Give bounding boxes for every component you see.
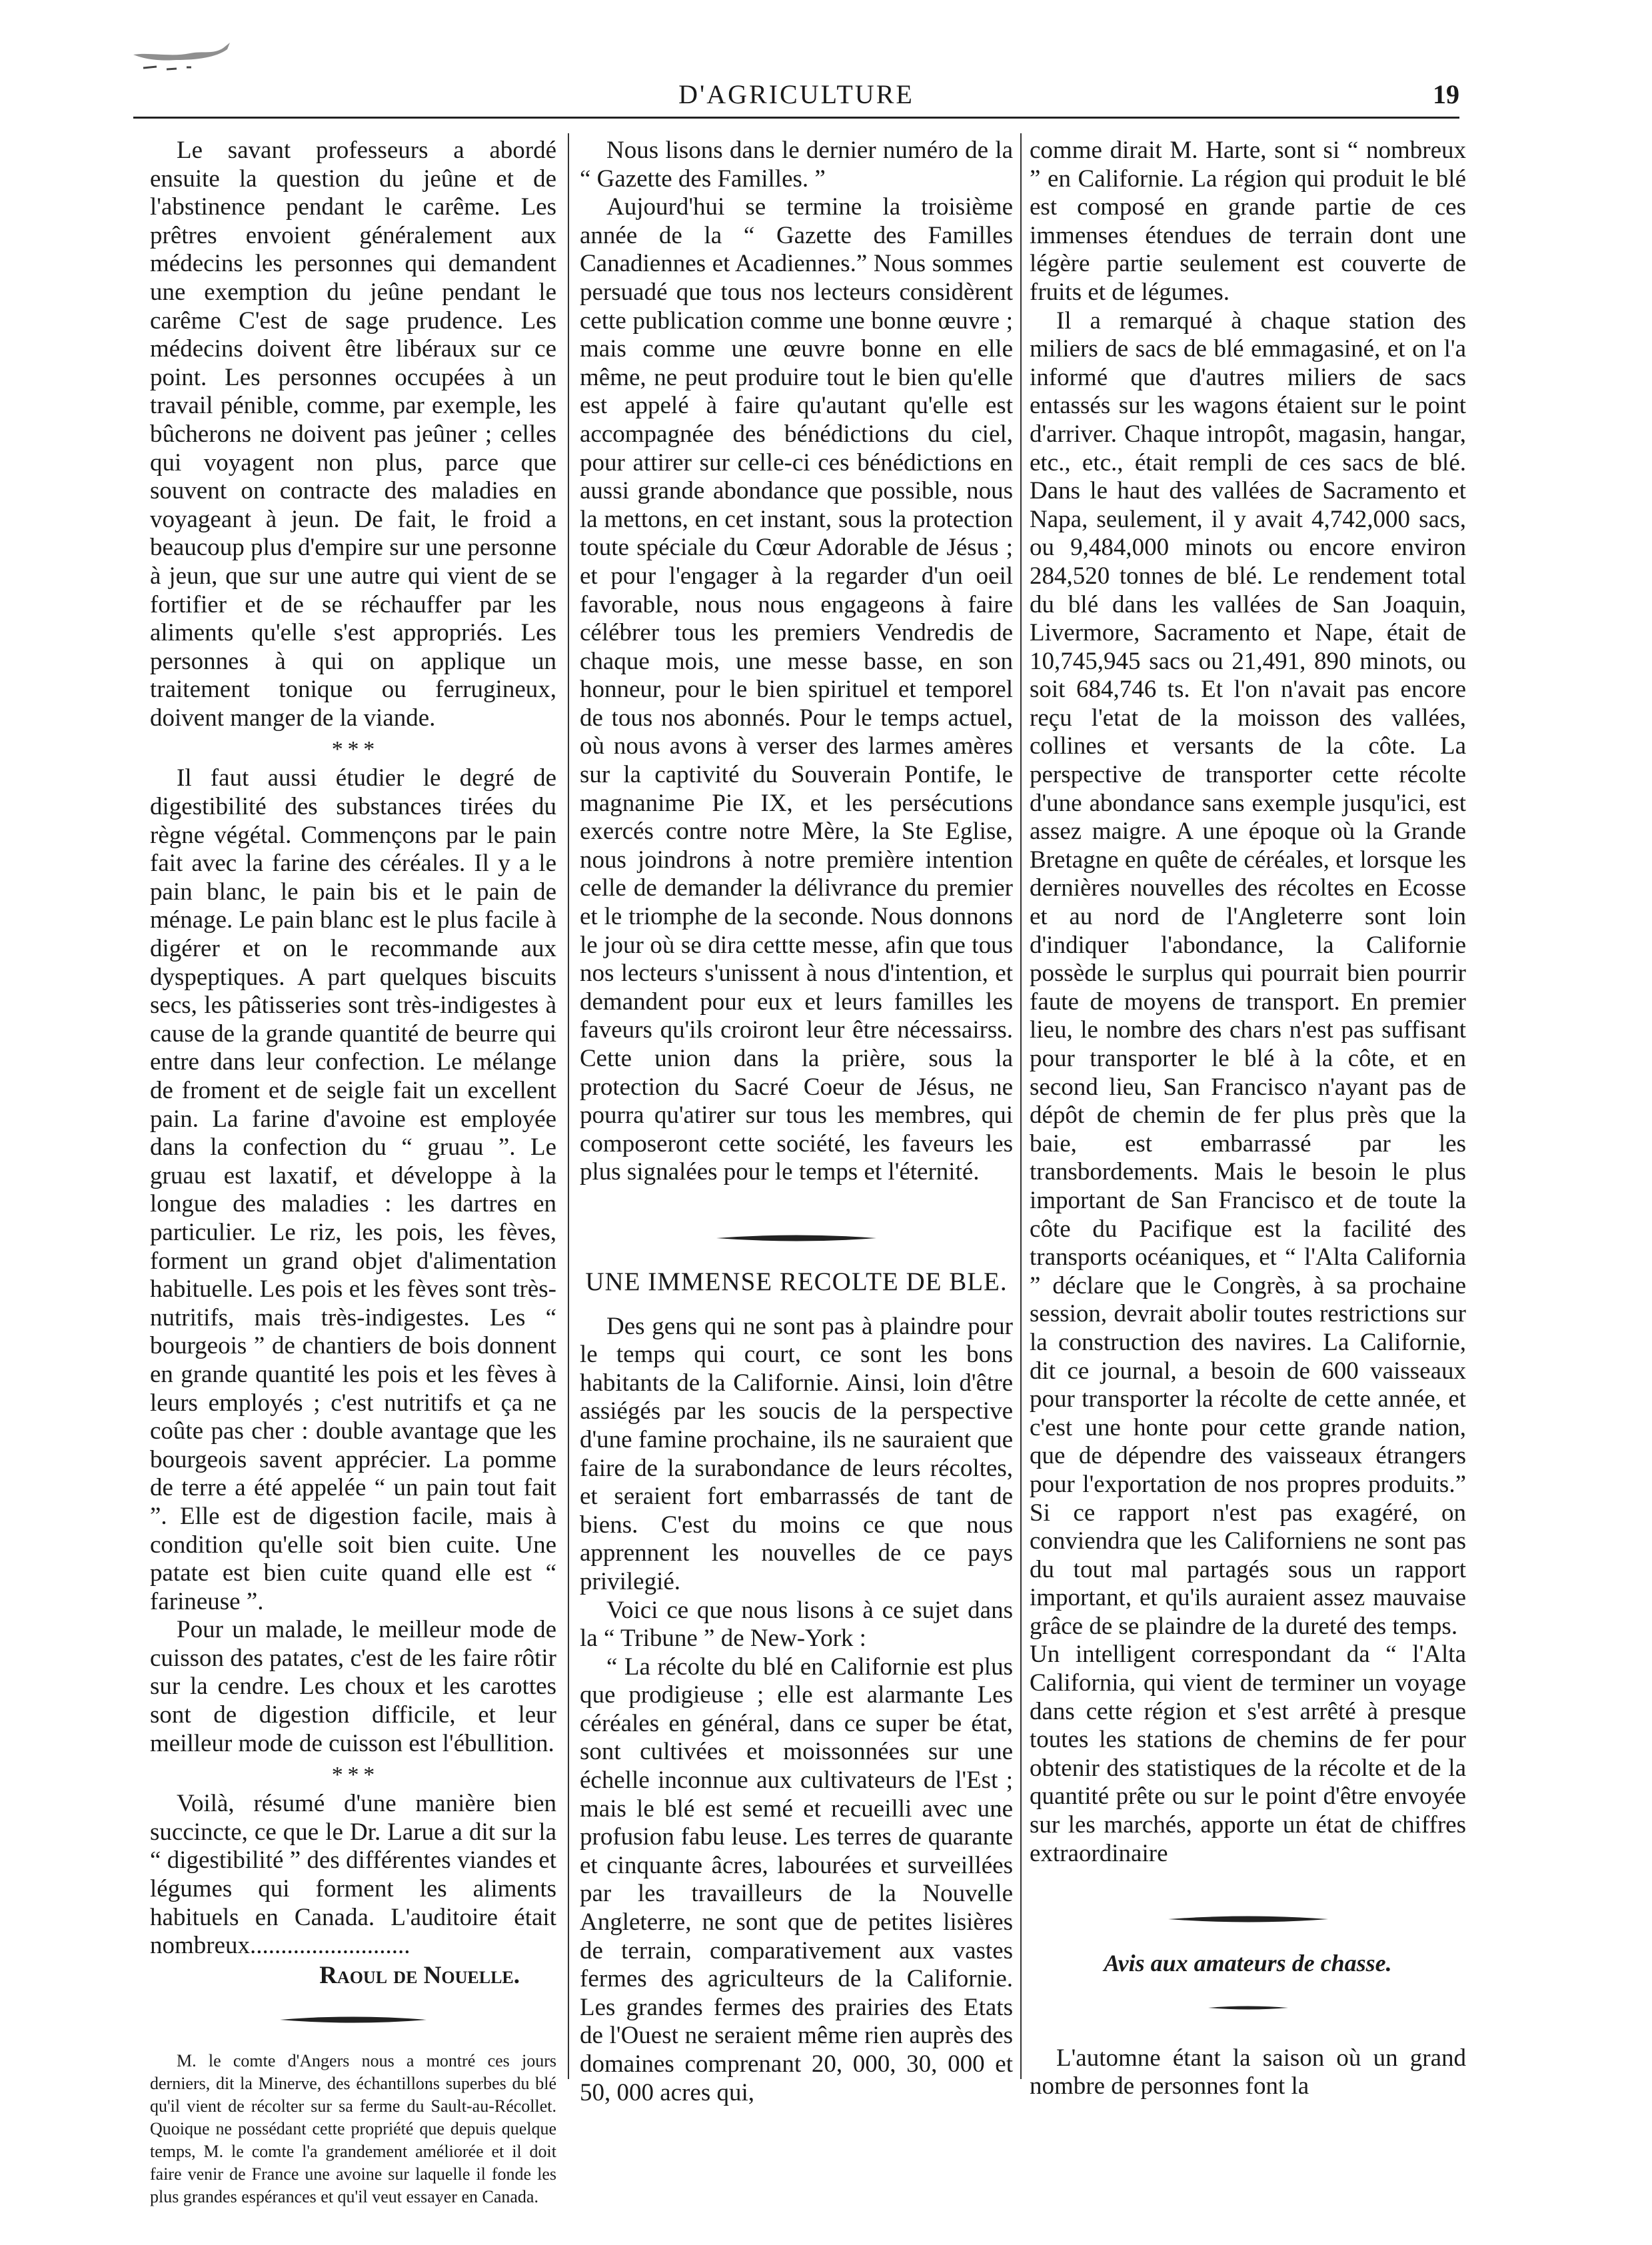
- article-paragraph: Le savant professeurs a abordé ensuite la question du jeûne et de l'abstinence pendant le carême. Les prêtres envoient généralement aux médecins les personnes qui demandent une exemption du jeûne pendant le carême C'est de sage prudence. Les médecins doivent être libéraux sur ce point. Les personnes occupées à un travail pénible, comme, par exemple, les bûcherons ne doivent pas jeûner ; celles qui voyagent non plus, parce que souvent on contracte des maladies en voyageant à jeun. De fait, le froid a beaucoup plus d'empire sur une personne à jeun, que sur une autre qui vient de se fortifier et de se réchauffer par les aliments qu'elle s'est appropriés. Les personnes à qui on applique un traitement tonique ou ferrugineux, doivent manger de la viande.: [150, 137, 556, 732]
- running-title: D'AGRICULTURE: [678, 79, 914, 109]
- ink-smudge-mark: [130, 40, 237, 73]
- column-divider-right: [1020, 133, 1022, 2079]
- article-paragraph: Des gens qui ne sont pas à plaindre pour le temps qui court, ce sont les bons habitants de la Californie. Ainsi, loin d'être assiégés par les soucis de la perspective d'une famine prochaine, ils ne sauraient que faire de la surabondance de leurs récoltes, et seraient fort embarrassés de tant de biens. C'est du moins ce que nous apprennent les nouvelles de ce pays privilegié.: [580, 1312, 1013, 1595]
- short-rule: [1208, 2004, 1288, 2011]
- news-brief: [150, 2050, 556, 2208]
- article-paragraph: Un intelligent correspondant da “ l'Alta California, qui vient de terminer un voyage dans cette région et s'est arrêté à presque toutes les stations de chemins de fer pour obtenir des statistiques de la récolte et de la quantité prête ou sur le point d'être envoyée sur les marchés, apporte un état de chiffres extraordinaire: [1030, 1641, 1466, 1867]
- article-paragraph: Voici ce que nous lisons à ce sujet dans la “ Tribune ” de New-York :: [580, 1596, 1013, 1653]
- column-3: [1030, 137, 1466, 2101]
- article-paragraph: Nous lisons dans le dernier numéro de la “ Gazette des Familles. ”: [580, 137, 1013, 193]
- page-header: [133, 79, 1459, 119]
- column-2: [580, 137, 1013, 2107]
- column-divider-left: [568, 133, 569, 2079]
- column-1: [150, 137, 556, 2208]
- article-heading: UNE IMMENSE RECOLTE DE BLE.: [585, 1267, 1008, 1296]
- asterism-divider: * * *: [331, 737, 375, 762]
- news-brief-text: M. le comte d'Angers nous a montré ces jours derniers, dit la Minerve, des échantillons superbes du blé qu'il vient de récolter sur sa ferme du Sault-au-Récollet. Quoique ne possédant cette propriété que depuis quelque temps, M. le comte l'a grandement améliorée et il doit faire venir de France une avoine sur laquelle il fonde les plus grandes espérances et qu'il veut essayer en Canada.: [150, 2051, 556, 2207]
- article-paragraph: L'automne étant la saison où un grand nombre de personnes font la: [1030, 2044, 1466, 2100]
- article-paragraph: comme dirait M. Harte, sont si “ nombreux ” en Californie. La région qui produit le blé est composé en grande partie de ces immenses étendues de terrain dont une légère partie seulement est couverte de fruits et de légumes.: [1030, 137, 1466, 306]
- article-paragraph: Il faut aussi étudier le degré de digestibilité des substances tirées du règne végétal. Commençons par le pain fait avec la farine des céréales. Il y a le pain blanc, le pain bis et le pain de ménage. Le pain blanc est le plus facile à digérer et on le recommande aux dyspeptiques. A part quelques biscuits secs, les pâtisseries sont très-indigestes à cause de la grande quantité de beurre qui entre dans leur confection. Le mélange de froment et de seigle fait un excellent pain. La farine d'avoine est employée dans la confection du “ gruau ”. Le gruau est laxatif, et développe à la longue des maladies : les dartres en particulier. Le riz, les pois, les fèves, forment un grand objet d'alimentation habituelle. Les pois et les fèves sont très-nutritifs, mais très-indigestes. Les “ bourgeois ” de chantiers de bois donnent en grande quantité les pois et les fèves à leurs employés ; c'est nutritifs et ça ne coûte pas cher : double avantage que les bourgeois savent apprécier. La pomme de terre a été appelée “ un pain tout fait ”. Elle est de digestion facile, mais à condition qu'elle soit bien cuite. Une patate est bien cuite quand elle est “ farineuse ”.: [150, 764, 556, 1615]
- article-paragraph: Pour un malade, le meilleur mode de cuisson des patates, c'est de les faire rôtir sur la cendre. Les choux et les carottes sont de digestion difficile, et leur meilleur mode de cuisson est l'ébullition.: [150, 1616, 556, 1757]
- article-paragraph: Il a remarqué à chaque station des miliers de sacs de blé emmagasiné, et on l'a informé que d'autres miliers de sacs entassés sur les wagons étaient sur le point d'arriver. Chaque intropôt, magasin, hangar, etc., etc., était rempli de ces sacs de blé. Dans le haut des vallées de Sacramento et Napa, seulement, il y avait 4,742,000 sacs, ou 9,484,000 minots ou encore environ 284,520 tonnes de blé. Le rendement total du blé dans les vallées de San Joaquin, Livermore, Sacramento et Nape, était de 10,745,945 sacs ou 21,491, 890 minots, ou soit 684,746 ts. Et l'on n'avait pas encore reçu l'etat de la moisson des vallées, collines et versants de la côte. La perspective de transporter cette récolte d'une abondance sans exemple jusqu'ici, est assez maigre. A une époque où la Grande Bretagne en quête de céréales, et lorsque les dernières nouvelles des récoltes en Ecosse et au nord de l'Angleterre sont loin d'indiquer l'abondance, la Californie possède le surplus qui pourrait bien pourrir faute de moyens de transport. En premier lieu, le nombre des chars n'est pas suffisant pour transporter le blé à la côte, et en second lieu, San Francisco n'ayant pas de dépôt de chemin de fer plus près que la baie, est embarrassé par les transbordements. Mais le besoin le plus important de San Francisco et de toute la côte du Pacifique est la facilité des transports océaniques, et “ l'Alta California ” déclare que le Congrès, à sa prochaine session, devrait abolir toutes restrictions sur la construction des navires. La Californie, dit ce journal, a besoin de 600 vaisseaux pour transporter la récolte de cette année, et c'est une honte pour cette grande nation, que de dépendre des vaisseaux étrangers pour l'exportation de nos propres produits.” Si ce rapport n'est pas exagéré, on conviendra que les Californiens ne sont pas du tout mal partagés sous un rapport important, et qu'ils auraient assez mauvaise grâce de se plaindre de la dureté des temps.: [1030, 307, 1466, 1640]
- article-paragraph: Aujourd'hui se termine la troisième année de la “ Gazette des Familles Canadiennes et Acadiennes.” Nous sommes persuadé que tous nos lecteurs considèrent cette publication comme une bonne œuvre ; mais comme une œuvre bonne en elle même, ne peut produire tout le bien qu'elle est appelé à faire qu'autant qu'elle est accompagnée des bénédictions du ciel, pour attirer sur celle-ci ces bénédictions en aussi grande abondance que possible, nous la mettons, en cet instant, sous la protection toute spéciale du Cœur Adorable de Jésus ; et pour l'engager à la regarder d'un oeil favorable, nous nous engageons à faire célébrer tous les premiers Vendredis de chaque mois, une messe basse, en son honneur, pour le bien spirituel et temporel de tous nos abonnés. Pour le temps actuel, où nous avons à verser des larmes amères sur la captivité du Souverain Pontife, le magnanime Pie IX, et les persécutions exercés contre notre Mère, la Ste Eglise, nous joindrons à notre première intention celle de demander la délivrance du premier et le triomphe de la seconde. Nous donnons le jour où se dira cettte messe, afin que tous nos lecteurs s'unissent à nous d'intention, et demandent pour eux et leurs familles les faveurs qu'ils croiront leur être nécessairss. Cette union dans la prière, sous la protection du Sacré Coeur de Jésus, ne pourra qu'atirer sur tous les membres, qui composeront cette société, les faveurs les plus signalées pour le temps et l'éternité.: [580, 193, 1013, 1186]
- article-paragraph: “ La récolte du blé en Californie est plus que prodigieuse ; elle est alarmante Les céréales en général, dans ce super be état, sont cultivées et moissonnées sur une échelle inconnue aux cultivateurs de l'Est ; mais le blé est semé et recueilli avec une profusion fabu leuse. Les terres de quarante et cinquante âcres, labourées et surveillées par les travailleurs de la Nouvelle Angleterre, ne sont que de petites lisières de terrain, comparativement aux vastes fermes des agriculteurs de la Californie. Les grandes fermes des prairies des Etats de l'Ouest ne seraient même rien auprès des domaines comprenant 20, 000, 30, 000 et 50, 000 acres qui,: [580, 1653, 1013, 2106]
- ornamental-rule: [716, 1233, 876, 1243]
- article-paragraph: Voilà, résumé d'une manière bien succincte, ce que le Dr. Larue a dit sur la “ digestibilité ” des différentes viandes et légumes qui forment les aliments habituels en Canada. L'auditoire était nombreux..........................: [150, 1790, 556, 1960]
- page-number: 19: [1433, 79, 1459, 109]
- article-heading: Avis aux amateurs de chasse.: [1104, 1950, 1392, 1977]
- asterism-divider: * * *: [331, 1763, 375, 1788]
- ornamental-rule: [280, 2015, 426, 2024]
- author-signature: Raoul de Nouelle.: [319, 1961, 520, 1989]
- header-rule: [133, 117, 1459, 119]
- ornamental-rule: [1168, 1914, 1328, 1924]
